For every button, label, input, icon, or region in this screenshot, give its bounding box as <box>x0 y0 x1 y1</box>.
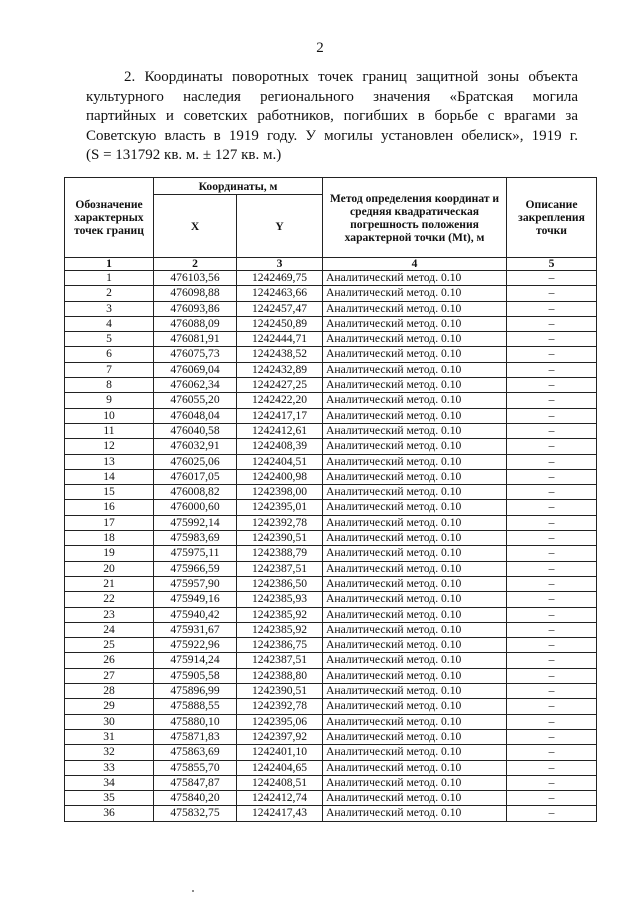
point-cell: 22 <box>65 592 154 607</box>
table-row <box>65 668 597 683</box>
method-cell: Аналитический метод. 0.10 <box>323 332 507 347</box>
x-cell: 476040,58 <box>154 423 237 438</box>
x-cell: 475914,24 <box>154 653 237 668</box>
description-cell: – <box>507 332 597 347</box>
heading-line: (S = 131792 кв. м. ± 127 кв. м.) <box>86 147 282 163</box>
table-row <box>65 332 597 347</box>
x-cell: 476098,88 <box>154 286 237 301</box>
y-cell: 1242417,43 <box>237 806 323 821</box>
method-cell: Аналитический метод. 0.10 <box>323 791 507 806</box>
column-number-row <box>65 258 597 271</box>
column-number: 4 <box>323 258 507 271</box>
y-cell: 1242417,17 <box>237 408 323 423</box>
table-row <box>65 531 597 546</box>
scan-dot <box>192 890 194 892</box>
coordinates-table <box>64 177 597 822</box>
x-cell: 475957,90 <box>154 576 237 591</box>
page-number: 2 <box>316 40 324 56</box>
point-cell: 24 <box>65 622 154 637</box>
point-cell: 29 <box>65 699 154 714</box>
table-row <box>65 561 597 576</box>
method-cell: Аналитический метод. 0.10 <box>323 423 507 438</box>
point-cell: 27 <box>65 668 154 683</box>
x-cell: 475855,70 <box>154 760 237 775</box>
y-cell: 1242427,25 <box>237 378 323 393</box>
description-cell: – <box>507 791 597 806</box>
method-cell: Аналитический метод. 0.10 <box>323 638 507 653</box>
y-cell: 1242432,89 <box>237 362 323 377</box>
table-row <box>65 638 597 653</box>
y-cell: 1242457,47 <box>237 301 323 316</box>
table-row <box>65 714 597 729</box>
x-cell: 475905,58 <box>154 668 237 683</box>
y-cell: 1242450,89 <box>237 316 323 331</box>
x-cell: 476000,60 <box>154 500 237 515</box>
table-row <box>65 347 597 362</box>
description-cell: – <box>507 515 597 530</box>
y-cell: 1242392,78 <box>237 515 323 530</box>
point-cell: 5 <box>65 332 154 347</box>
heading-line: культурного наследия регионального значения «Братская могила <box>86 88 578 105</box>
description-cell: – <box>507 393 597 408</box>
description-cell: – <box>507 347 597 362</box>
method-cell: Аналитический метод. 0.10 <box>323 592 507 607</box>
y-cell: 1242412,74 <box>237 791 323 806</box>
table-row <box>65 485 597 500</box>
method-cell: Аналитический метод. 0.10 <box>323 546 507 561</box>
method-cell: Аналитический метод. 0.10 <box>323 622 507 637</box>
method-cell: Аналитический метод. 0.10 <box>323 653 507 668</box>
x-cell: 475880,10 <box>154 714 237 729</box>
y-cell: 1242469,75 <box>237 271 323 286</box>
method-cell: Аналитический метод. 0.10 <box>323 286 507 301</box>
y-cell: 1242408,51 <box>237 775 323 790</box>
point-cell: 11 <box>65 423 154 438</box>
description-cell: – <box>507 439 597 454</box>
point-cell: 18 <box>65 531 154 546</box>
table-row <box>65 271 597 286</box>
column-number: 3 <box>237 258 323 271</box>
point-cell: 13 <box>65 454 154 469</box>
y-cell: 1242463,66 <box>237 286 323 301</box>
x-cell: 476075,73 <box>154 347 237 362</box>
y-cell: 1242385,93 <box>237 592 323 607</box>
description-cell: – <box>507 286 597 301</box>
method-cell: Аналитический метод. 0.10 <box>323 806 507 821</box>
column-number: 5 <box>507 258 597 271</box>
heading-line: Советскую власть в 1919 году. У могилы установлен обелиск», 1919 г. <box>86 127 578 144</box>
description-cell: – <box>507 806 597 821</box>
table-row <box>65 408 597 423</box>
method-cell: Аналитический метод. 0.10 <box>323 500 507 515</box>
y-cell: 1242422,20 <box>237 393 323 408</box>
x-cell: 476008,82 <box>154 485 237 500</box>
x-cell: 475840,20 <box>154 791 237 806</box>
table-row <box>65 469 597 484</box>
point-cell: 35 <box>65 791 154 806</box>
y-cell: 1242397,92 <box>237 729 323 744</box>
table-row <box>65 286 597 301</box>
x-cell: 476062,34 <box>154 378 237 393</box>
point-cell: 1 <box>65 271 154 286</box>
description-cell: – <box>507 485 597 500</box>
column-number: 1 <box>65 258 154 271</box>
description-cell: – <box>507 607 597 622</box>
header-description: Описание закрепления точки <box>507 178 597 258</box>
table-row <box>65 729 597 744</box>
table-row <box>65 546 597 561</box>
table-row <box>65 576 597 591</box>
y-cell: 1242387,51 <box>237 653 323 668</box>
x-cell: 476088,09 <box>154 316 237 331</box>
point-cell: 26 <box>65 653 154 668</box>
point-cell: 16 <box>65 500 154 515</box>
description-cell: – <box>507 638 597 653</box>
x-cell: 476093,86 <box>154 301 237 316</box>
description-cell: – <box>507 301 597 316</box>
y-cell: 1242404,65 <box>237 760 323 775</box>
y-cell: 1242408,39 <box>237 439 323 454</box>
method-cell: Аналитический метод. 0.10 <box>323 607 507 622</box>
method-cell: Аналитический метод. 0.10 <box>323 378 507 393</box>
method-cell: Аналитический метод. 0.10 <box>323 775 507 790</box>
description-cell: – <box>507 775 597 790</box>
y-cell: 1242390,51 <box>237 531 323 546</box>
y-cell: 1242395,01 <box>237 500 323 515</box>
point-cell: 8 <box>65 378 154 393</box>
method-cell: Аналитический метод. 0.10 <box>323 393 507 408</box>
point-cell: 10 <box>65 408 154 423</box>
y-cell: 1242390,51 <box>237 684 323 699</box>
method-cell: Аналитический метод. 0.10 <box>323 316 507 331</box>
description-cell: – <box>507 592 597 607</box>
description-cell: – <box>507 454 597 469</box>
table-row <box>65 439 597 454</box>
point-cell: 33 <box>65 760 154 775</box>
point-cell: 31 <box>65 729 154 744</box>
section-heading <box>86 68 578 166</box>
table-row <box>65 791 597 806</box>
table-row <box>65 454 597 469</box>
description-cell: – <box>507 546 597 561</box>
x-cell: 475863,69 <box>154 745 237 760</box>
header-y: Y <box>237 195 323 258</box>
point-cell: 7 <box>65 362 154 377</box>
y-cell: 1242388,80 <box>237 668 323 683</box>
description-cell: – <box>507 408 597 423</box>
description-cell: – <box>507 760 597 775</box>
point-cell: 30 <box>65 714 154 729</box>
table-row <box>65 622 597 637</box>
point-cell: 23 <box>65 607 154 622</box>
point-cell: 4 <box>65 316 154 331</box>
x-cell: 475966,59 <box>154 561 237 576</box>
table-row <box>65 362 597 377</box>
description-cell: – <box>507 469 597 484</box>
table-row <box>65 393 597 408</box>
header-point: Обозначение характерных точек границ <box>65 178 154 258</box>
x-cell: 475922,96 <box>154 638 237 653</box>
table-row <box>65 301 597 316</box>
point-cell: 6 <box>65 347 154 362</box>
point-cell: 19 <box>65 546 154 561</box>
method-cell: Аналитический метод. 0.10 <box>323 439 507 454</box>
x-cell: 476103,56 <box>154 271 237 286</box>
y-cell: 1242412,61 <box>237 423 323 438</box>
method-cell: Аналитический метод. 0.10 <box>323 729 507 744</box>
y-cell: 1242404,51 <box>237 454 323 469</box>
column-number: 2 <box>154 258 237 271</box>
table-row <box>65 500 597 515</box>
table-row <box>65 760 597 775</box>
table-row <box>65 515 597 530</box>
table-row <box>65 316 597 331</box>
x-cell: 475983,69 <box>154 531 237 546</box>
table-row <box>65 684 597 699</box>
method-cell: Аналитический метод. 0.10 <box>323 760 507 775</box>
point-cell: 15 <box>65 485 154 500</box>
x-cell: 475931,67 <box>154 622 237 637</box>
method-cell: Аналитический метод. 0.10 <box>323 699 507 714</box>
point-cell: 9 <box>65 393 154 408</box>
point-cell: 2 <box>65 286 154 301</box>
method-cell: Аналитический метод. 0.10 <box>323 362 507 377</box>
y-cell: 1242395,06 <box>237 714 323 729</box>
table-row <box>65 745 597 760</box>
y-cell: 1242387,51 <box>237 561 323 576</box>
y-cell: 1242444,71 <box>237 332 323 347</box>
description-cell: – <box>507 362 597 377</box>
y-cell: 1242438,52 <box>237 347 323 362</box>
description-cell: – <box>507 653 597 668</box>
point-cell: 25 <box>65 638 154 653</box>
y-cell: 1242400,98 <box>237 469 323 484</box>
y-cell: 1242398,00 <box>237 485 323 500</box>
x-cell: 476081,91 <box>154 332 237 347</box>
description-cell: – <box>507 576 597 591</box>
description-cell: – <box>507 378 597 393</box>
x-cell: 476069,04 <box>154 362 237 377</box>
table-row <box>65 653 597 668</box>
heading-line: 2. Координаты поворотных точек границ защитной зоны объекта <box>124 69 578 85</box>
method-cell: Аналитический метод. 0.10 <box>323 347 507 362</box>
header-x: X <box>154 195 237 258</box>
table-row <box>65 775 597 790</box>
point-cell: 17 <box>65 515 154 530</box>
description-cell: – <box>507 531 597 546</box>
method-cell: Аналитический метод. 0.10 <box>323 531 507 546</box>
x-cell: 476055,20 <box>154 393 237 408</box>
x-cell: 475975,11 <box>154 546 237 561</box>
method-cell: Аналитический метод. 0.10 <box>323 271 507 286</box>
description-cell: – <box>507 699 597 714</box>
method-cell: Аналитический метод. 0.10 <box>323 485 507 500</box>
y-cell: 1242401,10 <box>237 745 323 760</box>
method-cell: Аналитический метод. 0.10 <box>323 454 507 469</box>
table-row <box>65 378 597 393</box>
description-cell: – <box>507 714 597 729</box>
method-cell: Аналитический метод. 0.10 <box>323 469 507 484</box>
method-cell: Аналитический метод. 0.10 <box>323 561 507 576</box>
point-cell: 34 <box>65 775 154 790</box>
description-cell: – <box>507 500 597 515</box>
y-cell: 1242386,50 <box>237 576 323 591</box>
point-cell: 3 <box>65 301 154 316</box>
heading-line: партийных и советских работников, погибших в борьбе с врагами за <box>86 108 578 124</box>
header-coordinates: Координаты, м <box>154 178 323 195</box>
x-cell: 475940,42 <box>154 607 237 622</box>
description-cell: – <box>507 745 597 760</box>
method-cell: Аналитический метод. 0.10 <box>323 745 507 760</box>
point-cell: 21 <box>65 576 154 591</box>
table-row <box>65 699 597 714</box>
x-cell: 476048,04 <box>154 408 237 423</box>
table-row <box>65 806 597 821</box>
y-cell: 1242386,75 <box>237 638 323 653</box>
x-cell: 475847,87 <box>154 775 237 790</box>
method-cell: Аналитический метод. 0.10 <box>323 576 507 591</box>
x-cell: 476017,05 <box>154 469 237 484</box>
method-cell: Аналитический метод. 0.10 <box>323 515 507 530</box>
point-cell: 36 <box>65 806 154 821</box>
method-cell: Аналитический метод. 0.10 <box>323 408 507 423</box>
x-cell: 476032,91 <box>154 439 237 454</box>
description-cell: – <box>507 423 597 438</box>
y-cell: 1242388,79 <box>237 546 323 561</box>
y-cell: 1242392,78 <box>237 699 323 714</box>
header-method: Метод определения координат и средняя квадратическая погрешность положения характерной точки (Mt), м <box>323 178 507 258</box>
description-cell: – <box>507 684 597 699</box>
x-cell: 475888,55 <box>154 699 237 714</box>
x-cell: 476025,06 <box>154 454 237 469</box>
description-cell: – <box>507 668 597 683</box>
method-cell: Аналитический метод. 0.10 <box>323 301 507 316</box>
y-cell: 1242385,92 <box>237 607 323 622</box>
description-cell: – <box>507 271 597 286</box>
description-cell: – <box>507 561 597 576</box>
x-cell: 475896,99 <box>154 684 237 699</box>
method-cell: Аналитический метод. 0.10 <box>323 668 507 683</box>
description-cell: – <box>507 729 597 744</box>
point-cell: 28 <box>65 684 154 699</box>
point-cell: 32 <box>65 745 154 760</box>
point-cell: 14 <box>65 469 154 484</box>
point-cell: 20 <box>65 561 154 576</box>
x-cell: 475871,83 <box>154 729 237 744</box>
table-row <box>65 423 597 438</box>
y-cell: 1242385,92 <box>237 622 323 637</box>
description-cell: – <box>507 622 597 637</box>
method-cell: Аналитический метод. 0.10 <box>323 684 507 699</box>
x-cell: 475992,14 <box>154 515 237 530</box>
description-cell: – <box>507 316 597 331</box>
x-cell: 475832,75 <box>154 806 237 821</box>
point-cell: 12 <box>65 439 154 454</box>
table-row <box>65 607 597 622</box>
method-cell: Аналитический метод. 0.10 <box>323 714 507 729</box>
x-cell: 475949,16 <box>154 592 237 607</box>
table-row <box>65 592 597 607</box>
